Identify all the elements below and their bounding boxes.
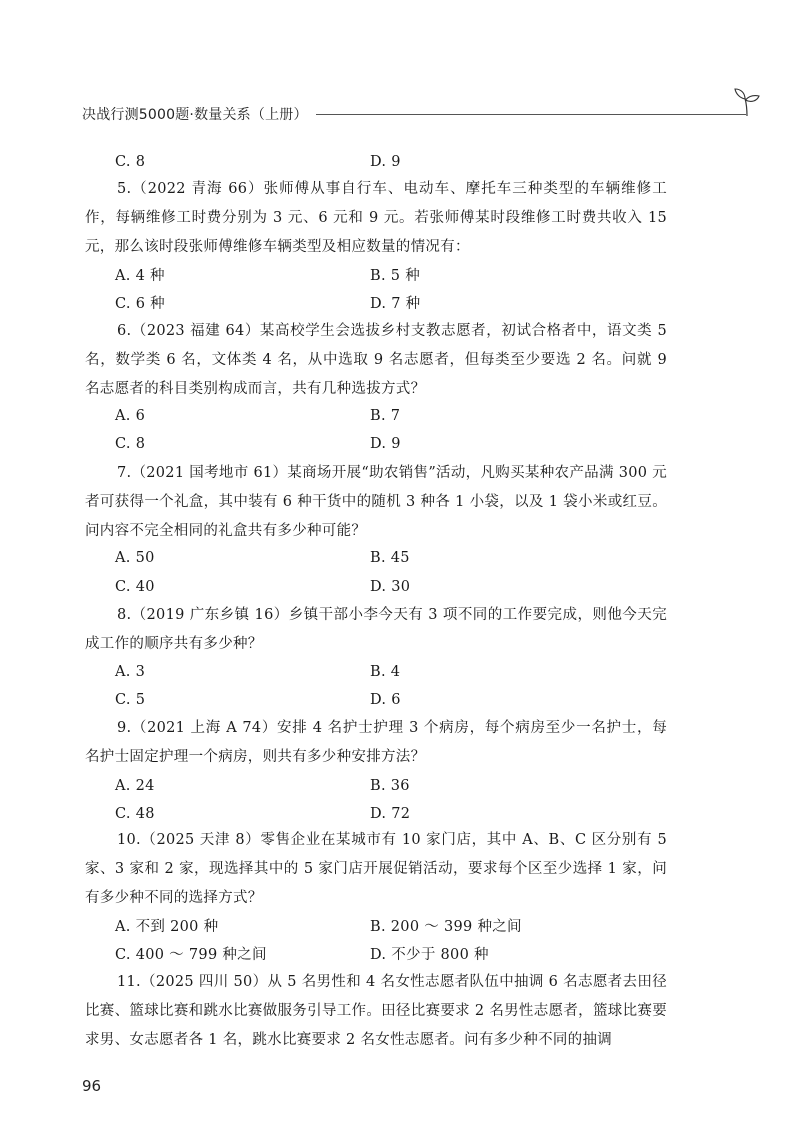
question-9-option-b: B. 36 — [370, 778, 410, 794]
sprout-icon — [732, 86, 762, 118]
question-8-option-a: A. 3 — [115, 664, 146, 680]
question-9-stem: 9.（2021 上海 A 74）安排 4 名护士护理 3 个病房，每个病房至少一名护士，每名护士固定护理一个病房，则共有多少种安排方法？ — [85, 720, 667, 765]
question-6-option-d: D. 9 — [370, 436, 401, 452]
question-7-option-d: D. 30 — [370, 579, 411, 595]
question-7-option-c: C. 40 — [115, 579, 155, 595]
question-9-option-a: A. 24 — [115, 778, 155, 794]
question-10-stem: 10.（2025 天津 8）零售企业在某城市有 10 家门店，其中 A、B、C 区分别有 5 家、3 家和 2 家，现选择其中的 5 家门店开展促销活动，要求每个区至少选择 1 家，问有多少种不同的选择方式？ — [85, 832, 667, 906]
question-10-option-c: C. 400 ～ 799 种之间 — [115, 947, 267, 963]
book-title: 决战行测5000题·数量关系（上册） — [82, 107, 308, 123]
question-8-option-c: C. 5 — [115, 692, 146, 708]
question-8-option-b: B. 4 — [370, 664, 401, 680]
question-9-option-d: D. 72 — [370, 806, 411, 822]
question-5-option-c: C. 6 种 — [115, 296, 165, 312]
running-header — [82, 104, 722, 126]
question-9-option-c: C. 48 — [115, 806, 155, 822]
question-6-option-c: C. 8 — [115, 436, 146, 452]
question-5-option-d: D. 7 种 — [370, 296, 421, 312]
page-number: 96 — [82, 1077, 102, 1095]
question-8-option-d: D. 6 — [370, 692, 401, 708]
option-d-prev: D. 9 — [370, 154, 401, 170]
question-7-stem: 7.（2021 国考地市 61）某商场开展“助农销售”活动，凡购买某种农产品满 300 元者可获得一个礼盒，其中装有 6 种干货中的随机 3 种各 1 小袋，以及 1 袋小米或红豆。问内容不完全相同的礼盒共有多少种可能？ — [85, 465, 667, 539]
question-10-option-d: D. 不少于 800 种 — [370, 947, 489, 963]
question-6-option-a: A. 6 — [115, 408, 146, 424]
question-5-stem: 5.（2022 青海 66）张师傅从事自行车、电动车、摩托车三种类型的车辆维修工作，每辆维修工时费分别为 3 元、6 元和 9 元。若张师傅某时段维修工时费共收入 15 元，那么该时段张师傅维修车辆类型及相应数量的情况有： — [85, 181, 667, 255]
question-7-option-b: B. 45 — [370, 550, 410, 566]
question-10-option-a: A. 不到 200 种 — [115, 919, 219, 935]
question-5-option-b: B. 5 种 — [370, 268, 421, 284]
question-11-stem: 11.（2025 四川 50）从 5 名男性和 4 名女性志愿者队伍中抽调 6 名志愿者去田径比赛、篮球比赛和跳水比赛做服务引导工作。田径比赛要求 2 名男性志愿者，篮球比赛要求男、女志愿者各 1 名，跳水比赛要求 2 名女性志愿者。问有多少种不同的抽调 — [85, 974, 667, 1048]
header-rule — [316, 114, 746, 115]
question-7-option-a: A. 50 — [115, 550, 155, 566]
question-8-stem: 8.（2019 广东乡镇 16）乡镇干部小李今天有 3 项不同的工作要完成，则他今天完成工作的顺序共有多少种？ — [85, 607, 667, 652]
option-c-prev: C. 8 — [115, 154, 146, 170]
question-6-stem: 6.（2023 福建 64）某高校学生会选拔乡村支教志愿者，初试合格者中，语文类 5 名，数学类 6 名，文体类 4 名，从中选取 9 名志愿者，但每类至少要选 2 名。问就 9 名志愿者的科目类别构成而言，共有几种选拔方式？ — [85, 323, 667, 397]
question-10-option-b: B. 200 ～ 399 种之间 — [370, 919, 522, 935]
question-6-option-b: B. 7 — [370, 408, 401, 424]
question-5-option-a: A. 4 种 — [115, 268, 165, 284]
